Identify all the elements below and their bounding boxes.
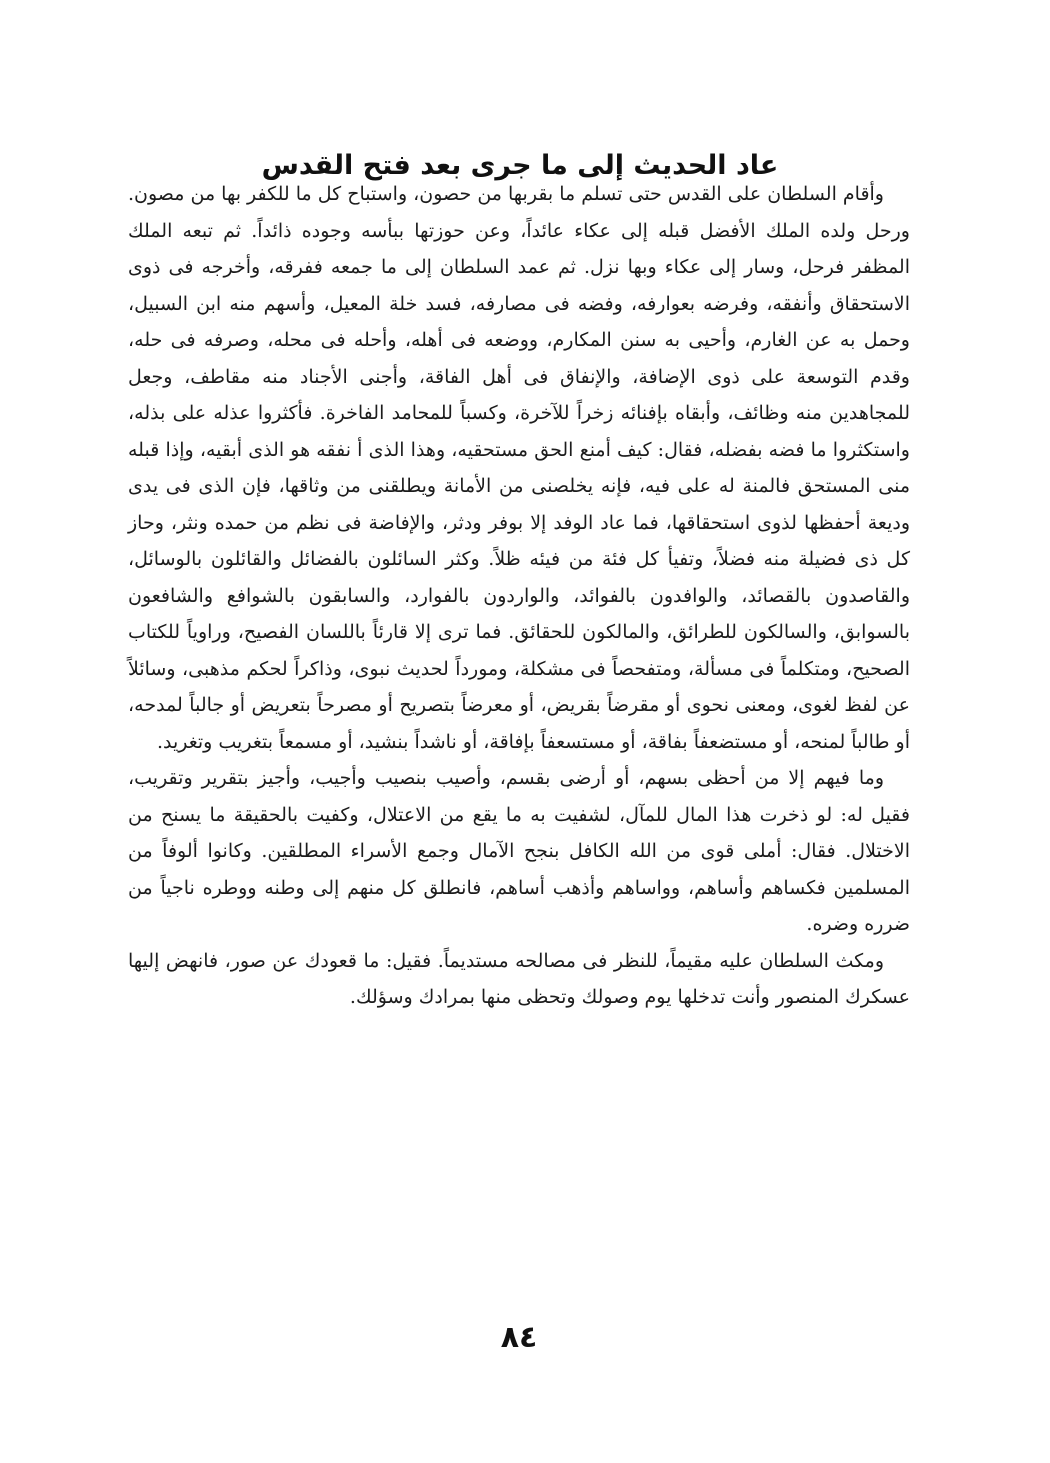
page-number: ٨٤ [500,1320,538,1355]
paragraph-2: وما فيهم إلا من أحظى بسهم، أو أرضى بقسم، وأصيب بنصيب وأجيب، وأجيز بتقرير وتقريب، فقيل له: لو ذخرت هذا المال للمآل، لشفيت به ما يقع من الاعتلال، وكفيت بالحقيقة ما يسنح من الاختلال. فقال: أملى قوى من الله الكافل بنجح الآمال وجمع الأسراء المطلقين. وكانوا ألوفاً من المسلمين فكساهم وأساهم، وواساهم وأذهب أساهم، فانطلق كل منهم إلى وطنه ووطره ناجياً من ضرره وضره. [128,767,910,935]
chapter-title: عاد الحديث إلى ما جرى بعد فتح القدس [261,150,779,182]
paragraph-3: ومكث السلطان عليه مقيماً، للنظر فى مصالحه مستديماً. فقيل: ما قعودك عن صور، فانهض إليها عسكرك المنصور وأنت تدخلها يوم وصولك وتحظى منها بمرادك وسؤلك. [128,949,910,1008]
body-text [128,176,910,1016]
paragraph-1: وأقام السلطان على القدس حتى تسلم ما بقربها من حصون، واستباح كل ما للكفر بها من مصون. ورحل ولده الملك الأفضل قبله إلى عكاء عائداً، وعن حوزتها ببأسه وجوده ذائداً. ثم تبعه الملك المظفر فرحل، وسار إلى عكاء وبها نزل. ثم عمد السلطان إلى ما جمعه ففرقه، وأخرجه فى ذوى الاستحقاق وأنفقه، وفرضه بعوارفه، وفضه فى مصارفه، فسد خلة المعيل، وأسهم منه ابن السبيل، وحمل به عن الغارم، وأحيى به سنن المكارم، ووضعه فى أهله، وأحله فى محله، وصرفه فى حله، وقدم التوسعة على ذوى الإضافة، والإنفاق فى أهل الفاقة، وأجنى الأجناد منه مقاطف، وجعل للمجاهدين منه وظائف، وأبقاه بإفنائه زخراً للآخرة، وكسباً للمحامد الفاخرة. فأكثروا عذله على بذله، واستكثروا ما فضه بفضله، فقال: كيف أمنع الحق مستحقيه، وهذا الذى أ نفقه هو الذى أبقيه، وإذا قبله منى المستحق فالمنة له على فيه، فإنه يخلصنى من الأمانة ويطلقنى من وثاقها، فإن الذى فى يدى وديعة أحفظها لذوى استحقاقها، فما عاد الوفد إلا بوفر ودثر، والإفاضة فى نظم من حمده ونثر، وحاز كل ذى فضيلة منه فضلاً، وتفيأ كل فئة من فيئه ظلاً. وكثر السائلون بالفضائل والقائلون بالوسائل، والقاصدون بالقصائد، والوافدون بالفوائد، والواردون بالفوارد، والسابقون بالشوافع والشافعون بالسوابق، والسالكون للطرائق، والمالكون للحقائق. فما ترى إلا قارئاً باللسان الفصيح، وراوياً للكتاب الصحيح، ومتكلماً فى مسألة، ومتفحصاً فى مشكلة، ومورداً لحديث نبوى، وذاكراً لحكم مذهبى، وسائلاً عن لفظ لغوى، ومعنى نحوى أو مقرضاً بقريض، أو معرضاً بتصريح أو مصرحاً بتعريض أو جالباً لمدحه، أو طالباً لمنحه، أو مستضعفاً بفاقة، أو مستسعفاً بإفاقة، أو ناشداً بنشيد، أو مسمعاً بتغريب وتغريد. [127,183,910,753]
